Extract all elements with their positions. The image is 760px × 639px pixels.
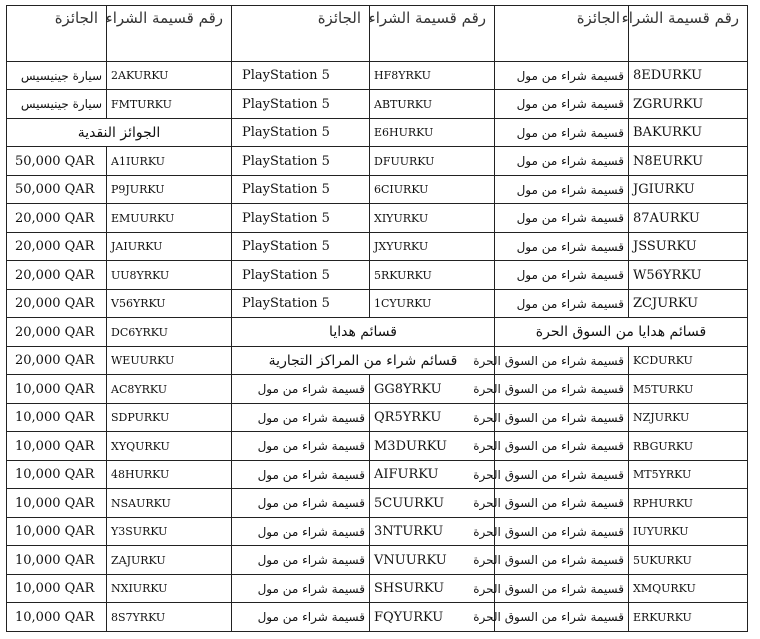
table-row xyxy=(7,61,748,90)
table-row xyxy=(7,289,748,318)
prize-cell: 20,000 QAR xyxy=(7,289,107,318)
table-row xyxy=(7,460,748,489)
voucher-code-cell: ZCJURKU xyxy=(629,289,748,318)
voucher-code-cell: JXYURKU xyxy=(370,232,495,261)
voucher-code-cell: DFUURKU xyxy=(370,147,495,176)
prize-cell: PlayStation 5 xyxy=(232,175,370,204)
prize-cell: قسيمة شراء من السوق الحرة xyxy=(495,375,629,404)
voucher-code-cell: DC6YRKU xyxy=(107,318,232,347)
section-heading: قسائم هدايا من السوق الحرة xyxy=(495,318,748,347)
table-row xyxy=(7,489,748,518)
voucher-code-cell: JGIURKU xyxy=(629,175,748,204)
voucher-code-cell: 5UKURKU xyxy=(629,546,748,575)
prize-cell: قسيمة شراء من مول xyxy=(232,574,370,603)
voucher-code-cell: VNUURKU xyxy=(370,546,495,575)
table-row xyxy=(7,517,748,546)
voucher-code-cell: XMQURKU xyxy=(629,574,748,603)
prize-cell: PlayStation 5 xyxy=(232,232,370,261)
prize-cell: قسيمة شراء من مول xyxy=(495,261,629,290)
voucher-code-cell: E6HURKU xyxy=(370,118,495,147)
header-row xyxy=(7,6,748,62)
voucher-code-cell: QR5YRKU xyxy=(370,403,495,432)
voucher-code-cell: 8EDURKU xyxy=(629,61,748,90)
table-row xyxy=(7,318,748,347)
prize-cell: قسيمة شراء من مول xyxy=(495,232,629,261)
voucher-code-cell: FMTURKU xyxy=(107,90,232,119)
prize-cell: PlayStation 5 xyxy=(232,204,370,233)
prize-cell: قسيمة شراء من مول xyxy=(232,489,370,518)
prize-cell: 10,000 QAR xyxy=(7,574,107,603)
prize-cell: 20,000 QAR xyxy=(7,204,107,233)
voucher-code-cell: KCDURKU xyxy=(629,346,748,375)
prize-cell: قسيمة شراء من السوق الحرة xyxy=(495,603,629,632)
prize-cell: قسيمة شراء من مول xyxy=(232,546,370,575)
voucher-code-cell: N8EURKU xyxy=(629,147,748,176)
prize-cell: PlayStation 5 xyxy=(232,90,370,119)
voucher-code-cell: RPHURKU xyxy=(629,489,748,518)
voucher-code-cell: 2AKURKU xyxy=(107,61,232,90)
table-row xyxy=(7,261,748,290)
table-row xyxy=(7,346,748,375)
prize-cell: 10,000 QAR xyxy=(7,489,107,518)
table-row xyxy=(7,403,748,432)
prize-cell: قسيمة شراء من السوق الحرة xyxy=(495,489,629,518)
voucher-code-cell: 48HURKU xyxy=(107,460,232,489)
prize-cell: قسيمة شراء من مول xyxy=(232,460,370,489)
voucher-code-cell: 5CUURKU xyxy=(370,489,495,518)
prize-cell: 50,000 QAR xyxy=(7,147,107,176)
prize-cell: 10,000 QAR xyxy=(7,375,107,404)
voucher-code-cell: NXIURKU xyxy=(107,574,232,603)
prize-cell: قسيمة شراء من السوق الحرة xyxy=(495,517,629,546)
table-row xyxy=(7,204,748,233)
table-row xyxy=(7,118,748,147)
voucher-code-cell: M5TURKU xyxy=(629,375,748,404)
prize-cell: قسيمة شراء من مول xyxy=(495,147,629,176)
table-row xyxy=(7,232,748,261)
voucher-code-cell: XIYURKU xyxy=(370,204,495,233)
voucher-code-cell: RBGURKU xyxy=(629,432,748,461)
prize-cell: 10,000 QAR xyxy=(7,546,107,575)
prize-cell: قسيمة شراء من مول xyxy=(495,118,629,147)
voucher-code-cell: 8S7YRKU xyxy=(107,603,232,632)
prize-cell: قسيمة شراء من السوق الحرة xyxy=(495,460,629,489)
voucher-code-cell: UU8YRKU xyxy=(107,261,232,290)
prize-cell: 50,000 QAR xyxy=(7,175,107,204)
voucher-code-cell: ERKURKU xyxy=(629,603,748,632)
prize-cell: قسيمة شراء من مول xyxy=(495,90,629,119)
voucher-code-cell: FQYURKU xyxy=(370,603,495,632)
section-heading-cash-prizes: الجوائز النقدية xyxy=(7,118,232,147)
voucher-code-cell: NSAURKU xyxy=(107,489,232,518)
table-row xyxy=(7,175,748,204)
voucher-code-cell: P9JURKU xyxy=(107,175,232,204)
prize-cell: 10,000 QAR xyxy=(7,432,107,461)
voucher-code-cell: MT5YRKU xyxy=(629,460,748,489)
voucher-code-cell: Y3SURKU xyxy=(107,517,232,546)
voucher-code-cell: 87AURKU xyxy=(629,204,748,233)
voucher-code-cell: M3DURKU xyxy=(370,432,495,461)
prize-cell: قسيمة شراء من مول xyxy=(495,61,629,90)
prize-cell: 10,000 QAR xyxy=(7,403,107,432)
voucher-code-cell: BAKURKU xyxy=(629,118,748,147)
header-voucher-number-3: رقم قسيمة الشراء xyxy=(629,6,748,62)
voucher-code-cell: 1CYURKU xyxy=(370,289,495,318)
voucher-code-cell: AC8YRKU xyxy=(107,375,232,404)
prize-cell: سيارة جينيسيس xyxy=(7,90,107,119)
prize-cell: 20,000 QAR xyxy=(7,232,107,261)
voucher-code-cell: 6CIURKU xyxy=(370,175,495,204)
header-prize-2: الجائزة xyxy=(232,6,370,62)
prize-cell: قسيمة شراء من مول xyxy=(232,375,370,404)
voucher-code-cell: JAIURKU xyxy=(107,232,232,261)
voucher-code-cell: ABTURKU xyxy=(370,90,495,119)
voucher-code-cell: 3NTURKU xyxy=(370,517,495,546)
prize-cell: 10,000 QAR xyxy=(7,460,107,489)
prize-cell: 10,000 QAR xyxy=(7,603,107,632)
prize-cell: 20,000 QAR xyxy=(7,318,107,347)
section-heading: قسائم هدايا xyxy=(232,318,495,347)
voucher-code-cell: NZJURKU xyxy=(629,403,748,432)
header-prize-1: الجائزة xyxy=(7,6,107,62)
voucher-code-cell: ZGRURKU xyxy=(629,90,748,119)
prize-cell: 20,000 QAR xyxy=(7,346,107,375)
voucher-code-cell: GG8YRKU xyxy=(370,375,495,404)
voucher-code-cell: W56YRKU xyxy=(629,261,748,290)
section-heading: قسائم شراء من المراكز التجارية xyxy=(232,346,495,375)
prize-cell: قسيمة شراء من السوق الحرة xyxy=(495,403,629,432)
voucher-code-cell: SDPURKU xyxy=(107,403,232,432)
voucher-code-cell: WEUURKU xyxy=(107,346,232,375)
voucher-code-cell: V56YRKU xyxy=(107,289,232,318)
prize-cell: قسيمة شراء من السوق الحرة xyxy=(495,546,629,575)
voucher-code-cell: IUYURKU xyxy=(629,517,748,546)
voucher-code-cell: ZAJURKU xyxy=(107,546,232,575)
prize-cell: قسيمة شراء من مول xyxy=(232,517,370,546)
voucher-code-cell: SHSURKU xyxy=(370,574,495,603)
prize-cell: سيارة جينيسيس xyxy=(7,61,107,90)
prize-cell: 10,000 QAR xyxy=(7,517,107,546)
prize-cell: قسيمة شراء من السوق الحرة xyxy=(495,574,629,603)
voucher-code-cell: A1IURKU xyxy=(107,147,232,176)
table-row xyxy=(7,432,748,461)
prize-cell: PlayStation 5 xyxy=(232,147,370,176)
header-voucher-number-2: رقم قسيمة الشراء xyxy=(370,6,495,62)
table-row xyxy=(7,147,748,176)
prize-cell: PlayStation 5 xyxy=(232,118,370,147)
prize-cell: PlayStation 5 xyxy=(232,61,370,90)
prize-cell: قسيمة شراء من مول xyxy=(232,403,370,432)
voucher-code-cell: 5RKURKU xyxy=(370,261,495,290)
prize-cell: PlayStation 5 xyxy=(232,289,370,318)
table-row xyxy=(7,90,748,119)
table-row xyxy=(7,546,748,575)
prize-cell: قسيمة شراء من مول xyxy=(495,204,629,233)
prize-cell: 20,000 QAR xyxy=(7,261,107,290)
header-voucher-number-1: رقم قسيمة الشراء xyxy=(107,6,232,62)
table-row xyxy=(7,574,748,603)
table-row xyxy=(7,603,748,632)
voucher-code-cell: XYQURKU xyxy=(107,432,232,461)
voucher-code-cell: HF8YRKU xyxy=(370,61,495,90)
voucher-code-cell: EMUURKU xyxy=(107,204,232,233)
prize-cell: قسيمة شراء من مول xyxy=(232,603,370,632)
prize-cell: قسيمة شراء من مول xyxy=(232,432,370,461)
table-row xyxy=(7,375,748,404)
prize-cell: قسيمة شراء من السوق الحرة xyxy=(495,346,629,375)
prize-draw-table xyxy=(6,5,748,632)
prize-cell: قسيمة شراء من مول xyxy=(495,289,629,318)
voucher-code-cell: AIFURKU xyxy=(370,460,495,489)
voucher-code-cell: JSSURKU xyxy=(629,232,748,261)
header-prize-3: الجائزة xyxy=(495,6,629,62)
prize-cell: قسيمة شراء من مول xyxy=(495,175,629,204)
prize-cell: قسيمة شراء من السوق الحرة xyxy=(495,432,629,461)
prize-cell: PlayStation 5 xyxy=(232,261,370,290)
